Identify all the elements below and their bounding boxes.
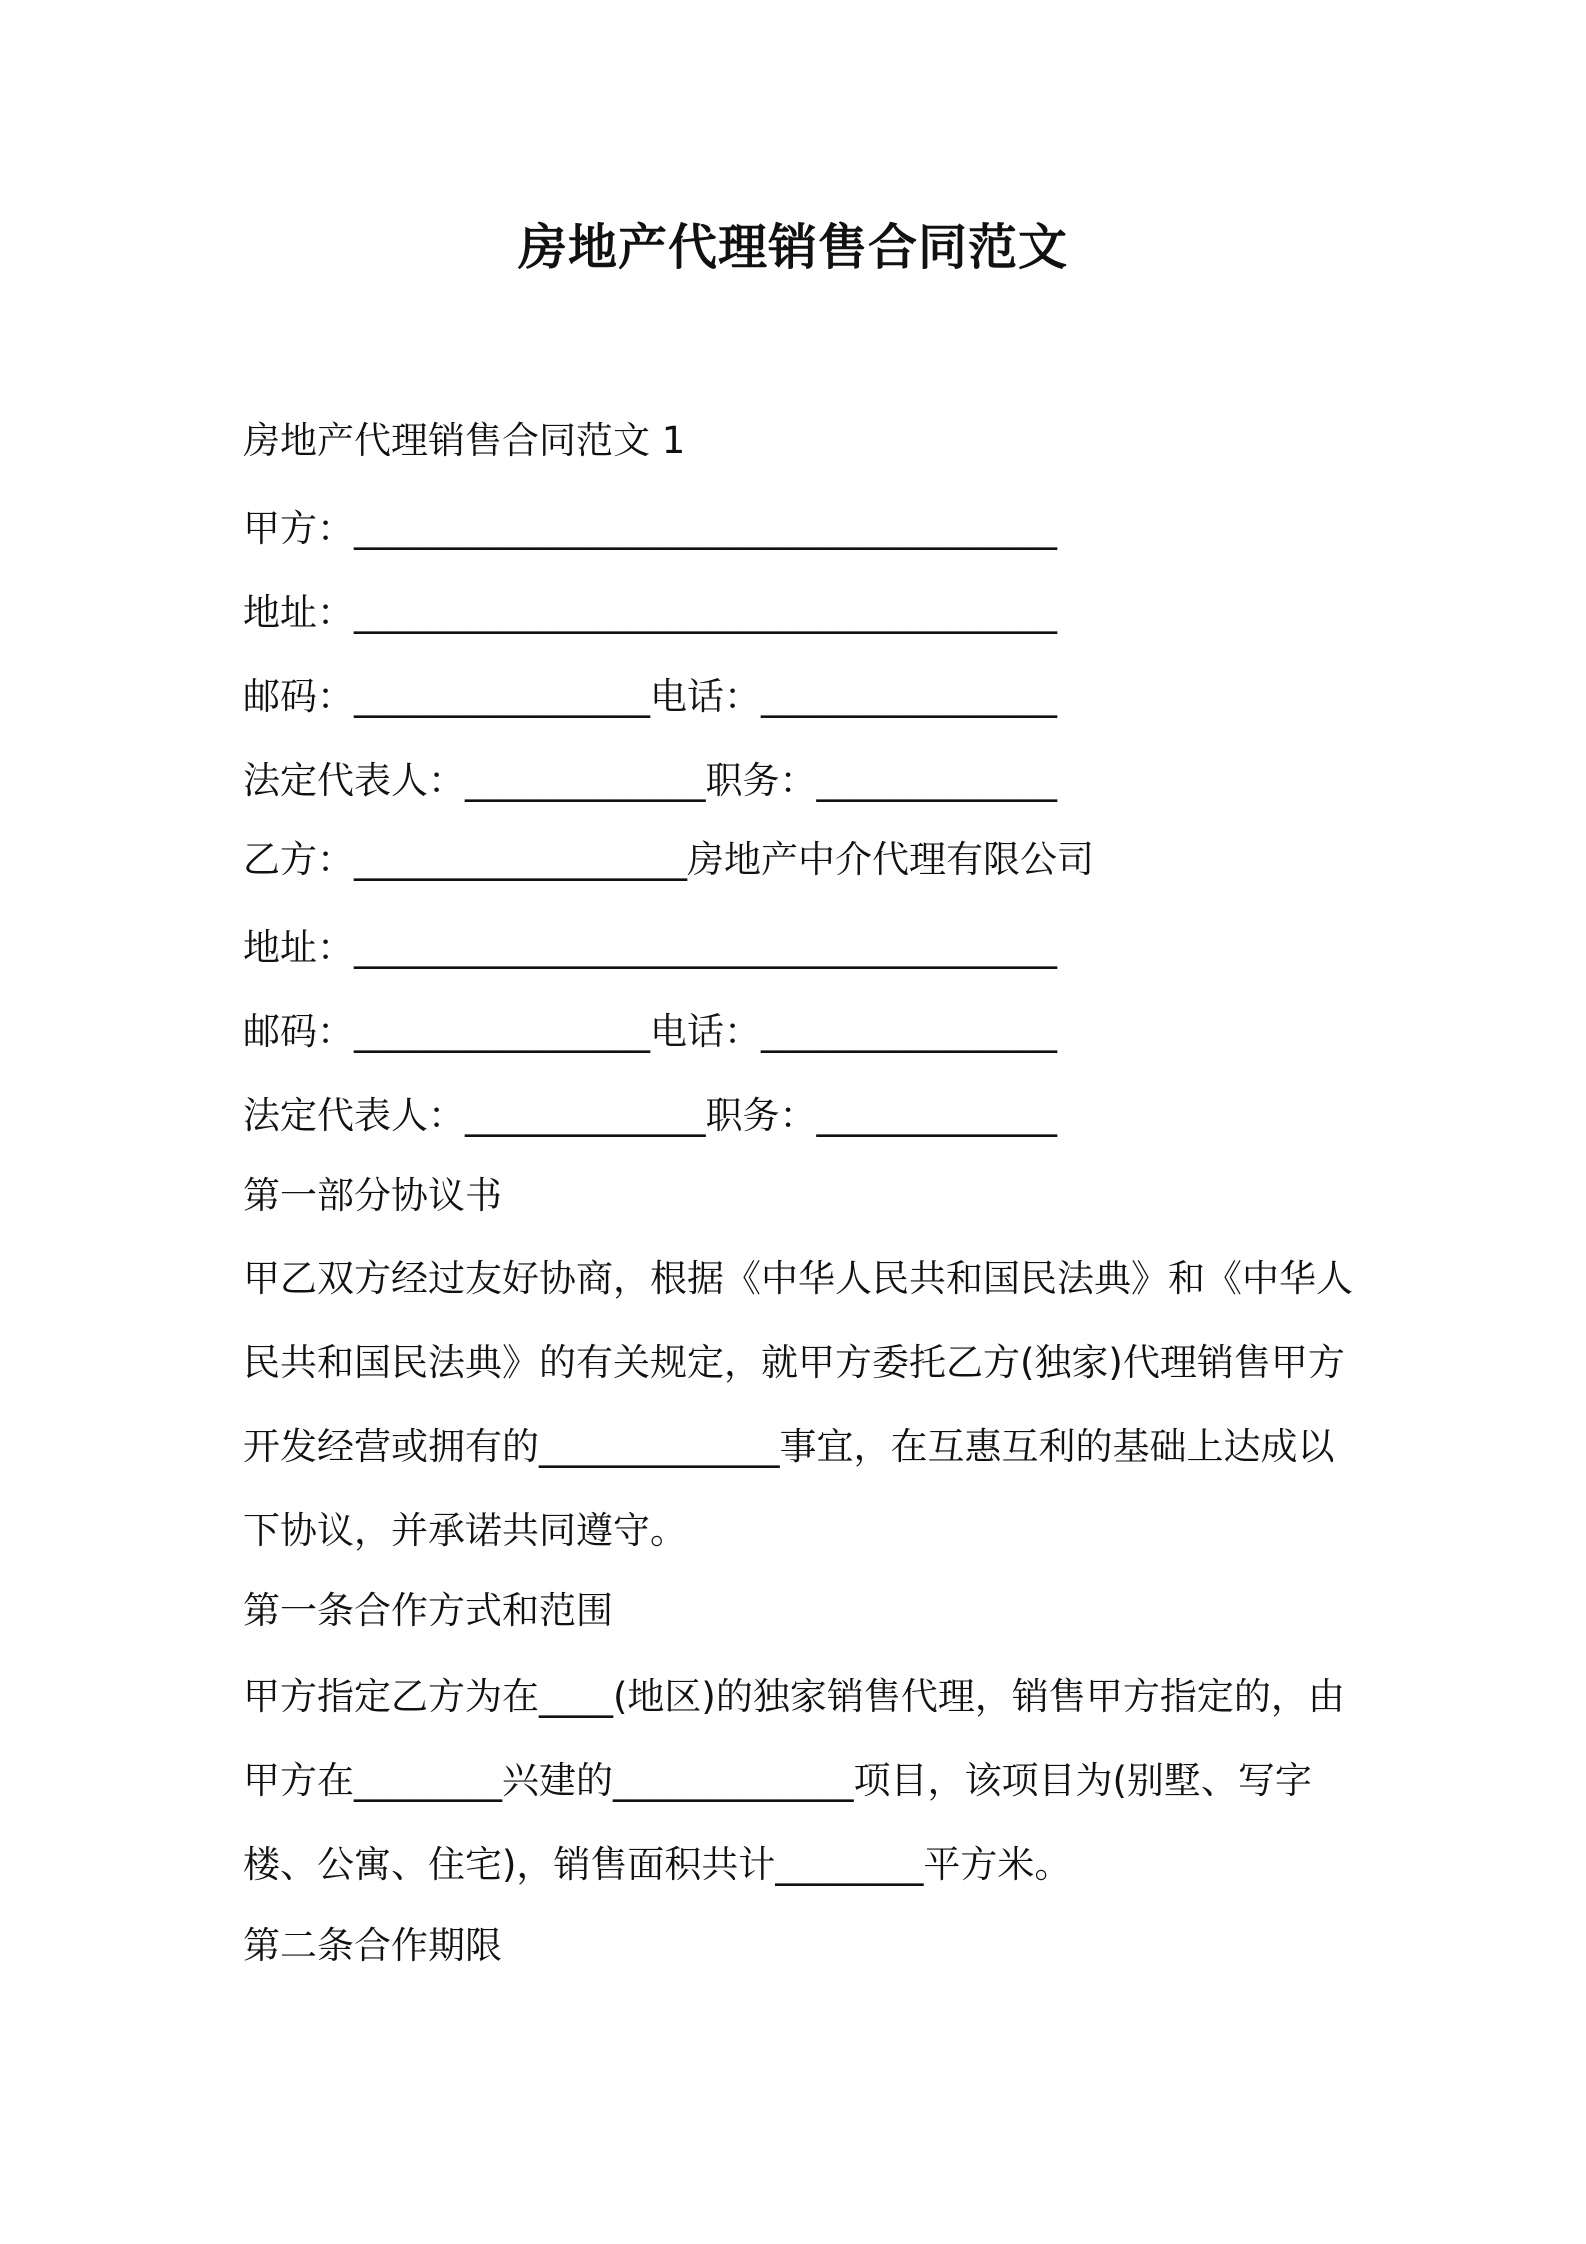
party-b-line: 乙方：__________________房地产中介代理有限公司 bbox=[243, 838, 1094, 881]
part-one-heading: 第一部分协议书 bbox=[243, 1174, 502, 1217]
party-a-line: 甲方：______________________________________ bbox=[243, 507, 1057, 550]
party-b-zip-phone-line: 邮码：________________电话：________________ bbox=[243, 1010, 1057, 1053]
contract-subtitle: 房地产代理销售合同范文 1 bbox=[243, 419, 686, 462]
party-a-zip-phone-line: 邮码：________________电话：________________ bbox=[243, 675, 1057, 718]
article-two-heading: 第二条合作期限 bbox=[243, 1924, 502, 1967]
party-a-representative-line: 法定代表人：_____________职务：_____________ bbox=[243, 759, 1057, 802]
party-a-address-line: 地址：______________________________________ bbox=[243, 591, 1057, 634]
party-b-representative-line: 法定代表人：_____________职务：_____________ bbox=[243, 1094, 1057, 1137]
part-one-paragraph: 甲乙双方经过友好协商，根据《中华人民共和国民法典》和《中华人民共和国民法典》的有关规定，就甲方委托乙方(独家)代理销售甲方开发经营或拥有的_____________事宜，在互惠互利的基础上达成以下协议，并承诺共同遵守。 bbox=[243, 1257, 1353, 1552]
article-one-paragraph: 甲方指定乙方为在____(地区)的独家销售代理，销售甲方指定的，由甲方在________兴建的_____________项目，该项目为(别墅、写字楼、公寓、住宅)，销售面积共计________平方米。 bbox=[243, 1675, 1345, 1886]
document-title: 房地产代理销售合同范文 bbox=[517, 219, 1068, 276]
article-one-heading: 第一条合作方式和范围 bbox=[243, 1589, 613, 1632]
party-b-address-line: 地址：______________________________________ bbox=[243, 926, 1057, 969]
